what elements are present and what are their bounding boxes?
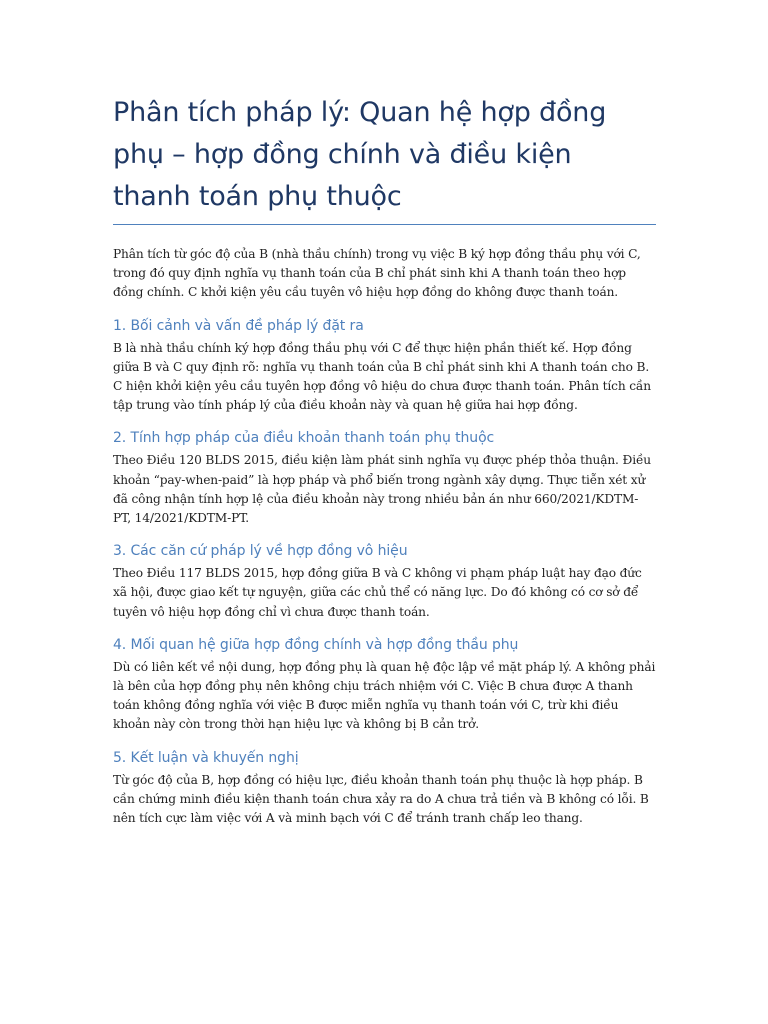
document-title: Phân tích pháp lý: Quan hệ hợp đồng phụ – hợp đồng chính và điều kiện thanh toán phụ thuộc <box>113 92 656 225</box>
section-heading-4: 4. Mối quan hệ giữa hợp đồng chính và hợp đồng thầu phụ <box>113 636 519 653</box>
section-body-1: B là nhà thầu chính ký hợp đồng thầu phụ với C để thực hiện phần thiết kế. Hợp đồng giữa B và C quy định rõ: nghĩa vụ thanh toán của B chỉ phát sinh khi A thanh toán cho B. C hiện khởi kiện yêu cầu tuyên hợp đồng vô hiệu do chưa được thanh toán. Phân tích cần tập trung vào tính pháp lý của điều khoản này và quan hệ giữa hai hợp đồng. <box>113 340 651 413</box>
section-body-3: Theo Điều 117 BLDS 2015, hợp đồng giữa B và C không vi phạm pháp luật hay đạo đức xã hội, được giao kết tự nguyện, giữa các chủ thể có năng lực. Do đó không có cơ sở để tuyên vô hiệu hợp đồng chỉ vì chưa được thanh toán. <box>113 566 642 619</box>
section-body-2: Theo Điều 120 BLDS 2015, điều kiện làm phát sinh nghĩa vụ được phép thỏa thuận. Điều khoản “pay-when-paid” là hợp pháp và phổ biến trong ngành xây dựng. Thực tiễn xét xử đã công nhận tính hợp lệ của điều khoản này trong nhiều bản án như 660/2021/KDTM-PT, 14/2021/KDTM-PT. <box>113 453 651 526</box>
intro-paragraph: Phân tích từ góc độ của B (nhà thầu chính) trong vụ việc B ký hợp đồng thầu phụ với C, trong đó quy định nghĩa vụ thanh toán của B chỉ phát sinh khi A thanh toán theo hợp đồng chính. C khởi kiện yêu cầu tuyên vô hiệu hợp đồng do không được thanh toán. <box>113 247 641 300</box>
section-heading-3: 3. Các căn cứ pháp lý về hợp đồng vô hiệu <box>113 543 408 560</box>
section-body-5: Từ góc độ của B, hợp đồng có hiệu lực, điều khoản thanh toán phụ thuộc là hợp pháp. B cần chứng minh điều kiện thanh toán chưa xảy ra do A chưa trả tiền và B không có lỗi. B nên tích cực làm việc với A và minh bạch với C để tránh tranh chấp leo thang. <box>113 772 649 826</box>
section-body-4: Dù có liên kết về nội dung, hợp đồng phụ là quan hệ độc lập về mặt pháp lý. A không phải là bên của hợp đồng phụ nên không chịu trách nhiệm với C. Việc B chưa được A thanh toán không đồng nghĩa với việc B được miễn nghĩa vụ thanh toán với C, trừ khi điều khoản này còn trong thời hạn hiệu lực và không bị B cản trở. <box>113 659 656 732</box>
section-heading-2: 2. Tính hợp pháp của điều khoản thanh toán phụ thuộc <box>113 430 495 447</box>
document-page <box>113 92 656 828</box>
section-heading-5: 5. Kết luận và khuyến nghị <box>113 749 299 766</box>
section-heading-1: 1. Bối cảnh và vấn đề pháp lý đặt ra <box>113 317 364 334</box>
